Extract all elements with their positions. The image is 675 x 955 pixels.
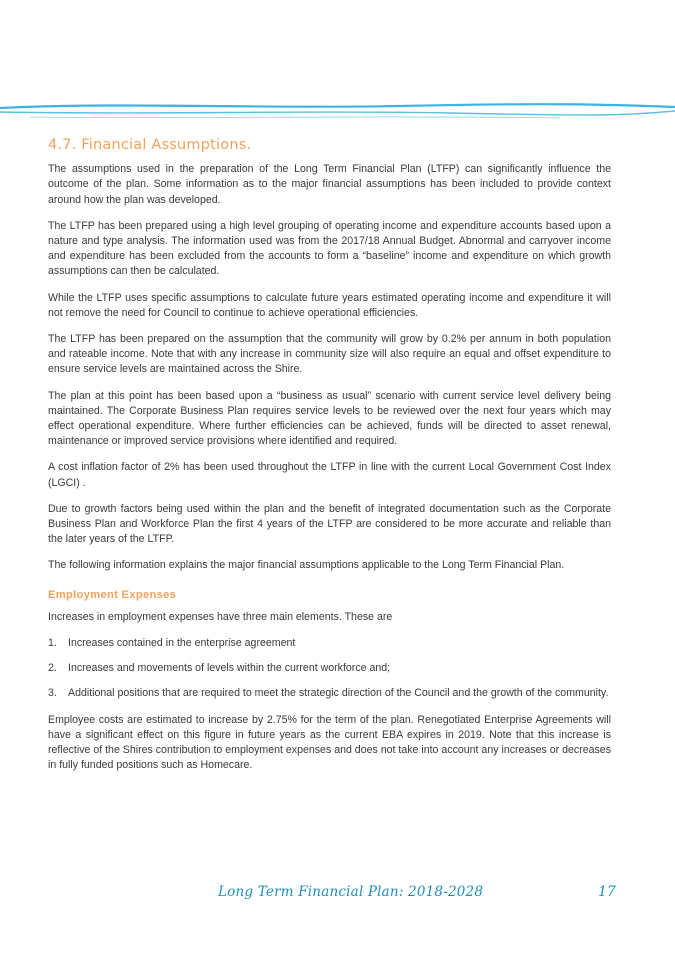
header-brush-stroke bbox=[0, 96, 675, 126]
list-item-text: Increases contained in the enterprise agreement bbox=[68, 637, 296, 650]
list-item-number: 1. bbox=[48, 637, 57, 650]
paragraph-efficiencies: While the LTFP uses specific assumptions to calculate future years estimated operating income and expenditure it will not remove the need for Council to continue to achieve operational efficiencies. bbox=[48, 291, 611, 319]
paragraph-growth: The LTFP has been prepared on the assumption that the community will grow by 0.2% per annum in both population and rateable income. Note that with any increase in community size will also require an equal and offset expenditure to ensure service levels are maintained across the Shire. bbox=[48, 333, 611, 376]
employment-closing: Employee costs are estimated to increase by 2.75% for the term of the plan. Renegotiated Enterprise Agreements will have a significant effect on this figure in future years as the current EBA expires in 2019. Note that this increase is reflective of the Shires contribution to employment expenses and does not take into account any increases or decreases in fully funded positions such as Homecare. bbox=[48, 713, 611, 772]
brush-stroke-upper bbox=[0, 104, 675, 108]
paragraph-inflation: A cost inflation factor of 2% has been used throughout the LTFP in line with the current Local Government Cost Index (LGCI) . bbox=[48, 461, 611, 489]
paragraph-grouping: The LTFP has been prepared using a high level grouping of operating income and expenditure accounts based upon a nature and type analysis. The information used was from the 2017/18 Annual Budget. Abnormal and carryover income and expenditure has been excluded from the accounts to form a “baseline” income and expenditure on which growth assumptions can then be calculated. bbox=[48, 219, 611, 278]
list-item-number: 2. bbox=[48, 662, 57, 675]
list-item bbox=[48, 661, 611, 676]
page-number: 17 bbox=[598, 884, 616, 900]
footer-title: Long Term Financial Plan: 2018-2028 bbox=[218, 884, 484, 900]
list-item-text: Additional positions that are required to meet the strategic direction of the Council and the growth of the community. bbox=[68, 687, 609, 700]
paragraph-following: The following information explains the major financial assumptions applicable to the Long Term Financial Plan. bbox=[48, 559, 565, 572]
paragraph-intro: The assumptions used in the preparation of the Long Term Financial Plan (LTFP) can significantly influence the outcome of the plan. Some information as to the major financial assumptions has been included to provide context around how the plan was developed. bbox=[48, 163, 611, 206]
list-item bbox=[48, 636, 611, 651]
document-body bbox=[48, 138, 611, 785]
paragraph-accuracy: Due to growth factors being used within the plan and the benefit of integrated documentation such as the Corporate Business Plan and Workforce Plan the first 4 years of the LTFP are considered to be more accurate and reliable than the later years of the LTFP. bbox=[48, 502, 611, 546]
list-item bbox=[48, 686, 611, 701]
employment-list bbox=[48, 636, 611, 702]
brush-stroke-lower bbox=[0, 111, 675, 115]
list-item-number: 3. bbox=[48, 687, 57, 700]
brush-stroke-thin bbox=[30, 117, 560, 118]
list-item-text: Increases and movements of levels within the current workforce and; bbox=[68, 662, 391, 675]
employment-intro: Increases in employment expenses have three main elements. These are bbox=[48, 610, 393, 623]
section-title: 4.7. Financial Assumptions. bbox=[48, 137, 252, 153]
employment-expenses-heading: Employment Expenses bbox=[48, 588, 177, 601]
paragraph-business-as-usual: The plan at this point has been based upon a “business as usual” scenario with current service level delivery being maintained. The Corporate Business Plan requires service levels to be reviewed over the next four years which may effect operational expenditure. Where further efficiencies can be achieved, funds will be directed to asset renewal, maintenance or improved service provisions where identified and required. bbox=[48, 389, 611, 448]
